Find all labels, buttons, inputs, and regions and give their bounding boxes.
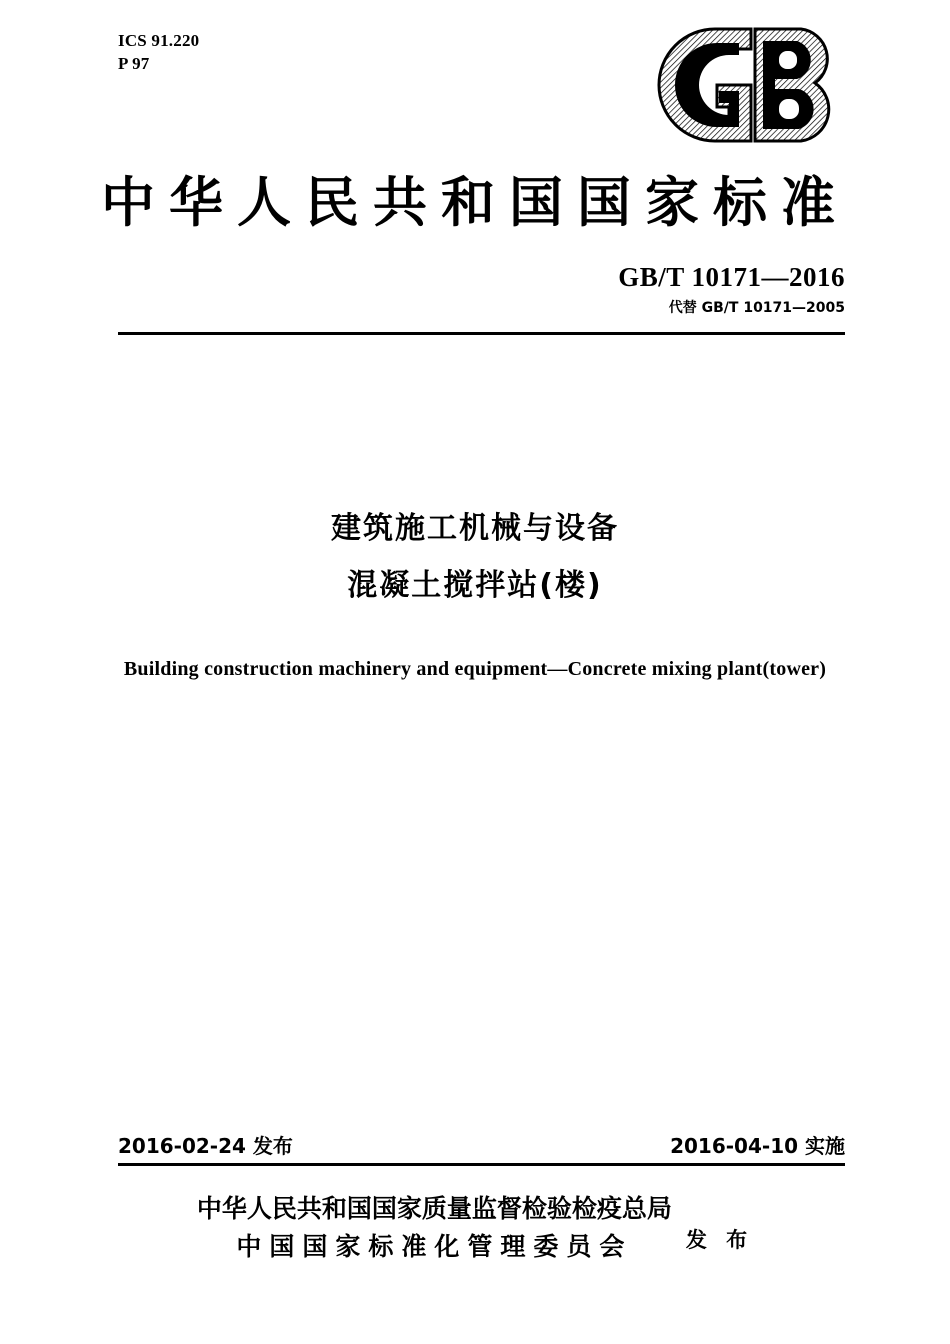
standard-replaces: 代替 GB/T 10171—2005: [668, 300, 845, 316]
issuer-publish-label: 发 布: [685, 1227, 754, 1252]
standard-number-block: [618, 262, 845, 317]
national-standard-heading: 中华人民共和国国家标准: [101, 171, 849, 234]
footer-divider: [118, 1163, 845, 1166]
effective-date: 2016-04-10 实施: [670, 1134, 845, 1158]
ics-code: ICS 91.220: [118, 31, 200, 50]
header-divider: [118, 332, 845, 335]
issuer-block: [0, 1190, 950, 1265]
document-title-line-2: 混凝土搅拌站(楼): [347, 568, 603, 603]
gb-logo-icon: [655, 25, 845, 145]
document-title-line-1: 建筑施工机械与设备: [331, 511, 619, 546]
dates-row: [118, 1130, 845, 1159]
issue-date: 2016-02-24 发布: [118, 1134, 293, 1158]
document-title-english: Building construction machinery and equipment—Concrete mixing plant(tower): [123, 658, 827, 680]
document-title: [0, 500, 950, 614]
issuer-line-1: 中华人民共和国国家质量监督检验检疫总局: [196, 1194, 672, 1223]
ics-classification-block: [118, 30, 199, 76]
classification-code: P 97: [118, 53, 150, 73]
standard-number: GB/T 10171—2016: [618, 262, 845, 292]
issuer-line-2: 中国国家标准化管理委员会: [236, 1231, 633, 1261]
issuer-names: [197, 1190, 672, 1265]
